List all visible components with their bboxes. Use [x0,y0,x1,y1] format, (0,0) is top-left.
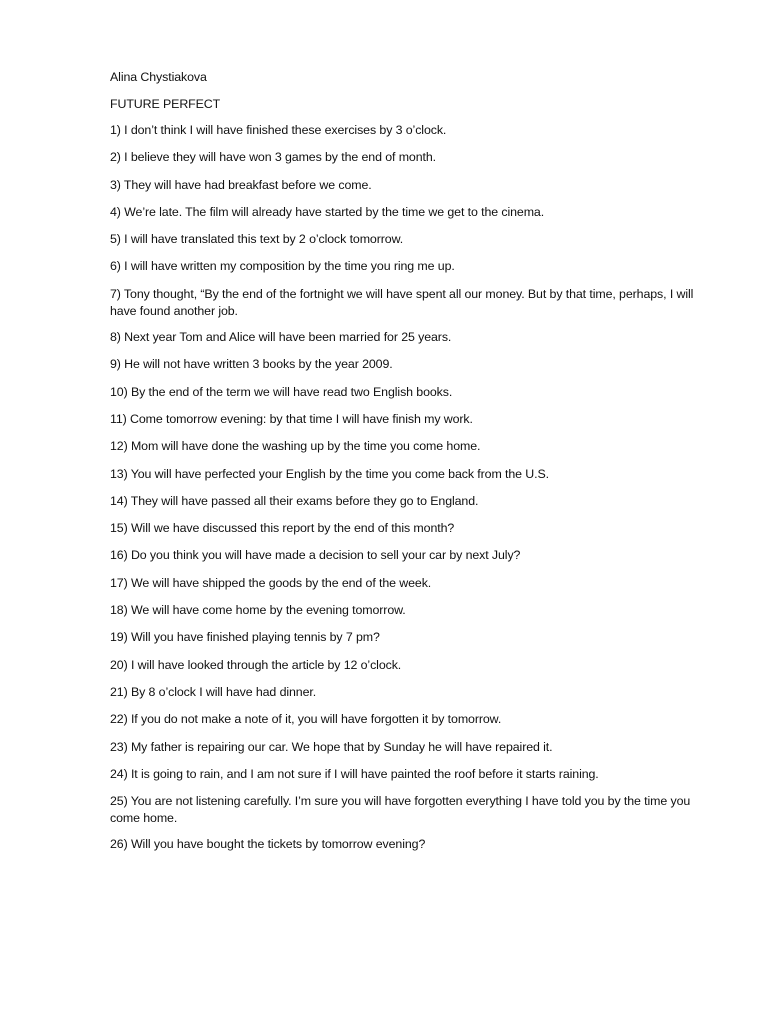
sentence-item: 23) My father is repairing our car. We hope that by Sunday he will have repaired it. [110,739,553,754]
sentence-list [110,122,700,854]
sentence-item: 10) By the end of the term we will have read two English books. [110,384,453,399]
document-title: FUTURE PERFECT [110,97,221,111]
sentence-item: 7) Tony thought, “By the end of the fortnight we will have spent all our money. But by that time, perhaps, I will have found another job. [110,286,694,318]
sentence-item: 12) Mom will have done the washing up by the time you come home. [110,439,481,454]
sentence-item: 22) If you do not make a note of it, you will have forgotten it by tomorrow. [110,712,502,727]
sentence-item: 6) I will have written my composition by the time you ring me up. [110,259,455,274]
sentence-item: 11) Come tomorrow evening: by that time I will have finish my work. [110,411,473,426]
sentence-item: 26) Will you have bought the tickets by tomorrow evening? [110,837,426,852]
document-body [110,68,700,864]
sentence-item: 5) I will have translated this text by 2 o’clock tomorrow. [110,232,404,247]
sentence-item: 13) You will have perfected your English by the time you come back from the U.S. [110,466,549,481]
sentence-item: 3) They will have had breakfast before we come. [110,177,372,192]
sentence-item: 1) I don’t think I will have finished these exercises by 3 o’clock. [110,123,447,137]
sentence-item: 4) We’re late. The film will already have started by the time we get to the cinema. [110,204,545,219]
sentence-item: 20) I will have looked through the article by 12 o’clock. [110,657,402,672]
sentence-item: 21) By 8 o’clock I will have had dinner. [110,684,317,699]
sentence-item: 9) He will not have written 3 books by the year 2009. [110,357,393,372]
sentence-item: 2) I believe they will have won 3 games by the end of month. [110,150,436,165]
sentence-item: 16) Do you think you will have made a decision to sell your car by next July? [110,548,521,563]
sentence-item: 19) Will you have finished playing tennis by 7 pm? [110,630,380,645]
sentence-item: 25) You are not listening carefully. I’m sure you will have forgotten everything I have told you by the time you come home. [110,794,691,826]
author-name: Alina Chystiakova [110,70,207,84]
sentence-item: 15) Will we have discussed this report by the end of this month? [110,521,455,536]
sentence-item: 18) We will have come home by the evening tomorrow. [110,603,406,618]
sentence-item: 8) Next year Tom and Alice will have been married for 25 years. [110,330,452,345]
sentence-item: 14) They will have passed all their exams before they go to England. [110,493,479,508]
sentence-item: 24) It is going to rain, and I am not sure if I will have painted the roof before it starts raining. [110,766,599,781]
sentence-item: 17) We will have shipped the goods by the end of the week. [110,575,432,590]
